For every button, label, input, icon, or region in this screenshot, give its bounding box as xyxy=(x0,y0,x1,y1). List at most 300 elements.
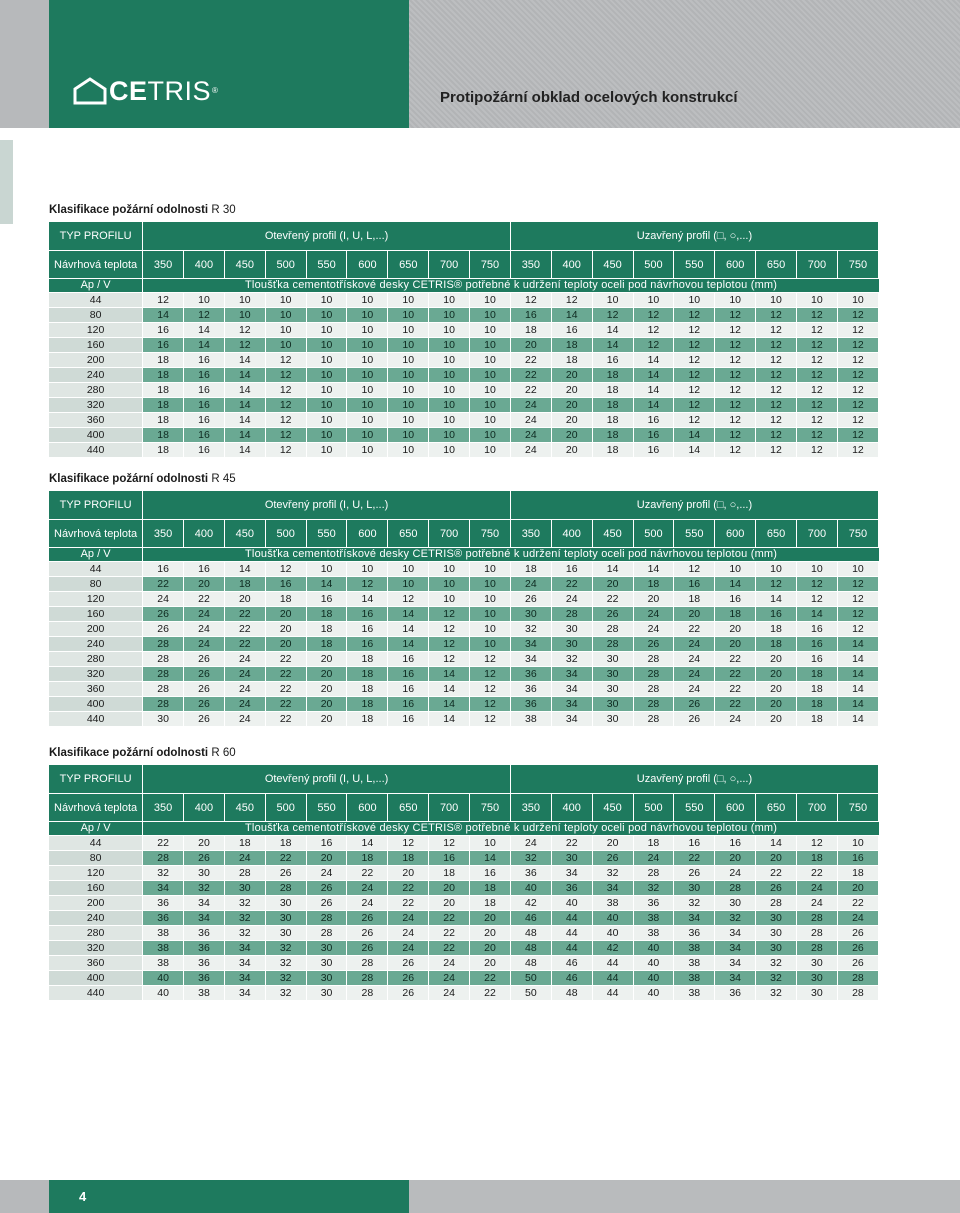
temperature-column-header: 700 xyxy=(797,794,838,822)
closed-thickness-cell: 14 xyxy=(838,712,879,727)
closed-thickness-cell: 30 xyxy=(552,622,593,637)
open-thickness-cell: 10 xyxy=(307,562,348,577)
open-thickness-cell: 10 xyxy=(307,353,348,368)
open-thickness-cell: 18 xyxy=(225,577,266,592)
open-thickness-cell: 14 xyxy=(388,607,429,622)
open-thickness-cell: 10 xyxy=(184,293,225,308)
closed-thickness-cell: 28 xyxy=(756,896,797,911)
thickness-caption: Tloušťka cementotřískové desky CETRIS® potřebné k udržení teploty oceli pod návrhovou teplotou (mm) xyxy=(143,548,879,562)
closed-thickness-cell: 10 xyxy=(715,562,756,577)
table-row xyxy=(49,697,879,712)
closed-thickness-cell: 40 xyxy=(593,926,634,941)
open-thickness-cell: 10 xyxy=(347,293,388,308)
open-thickness-cell: 38 xyxy=(184,986,225,1001)
temperature-column-header: 450 xyxy=(225,251,266,279)
closed-thickness-cell: 12 xyxy=(756,368,797,383)
closed-thickness-cell: 30 xyxy=(797,971,838,986)
design-temp-header: Návrhová teplota xyxy=(49,520,143,548)
closed-thickness-cell: 16 xyxy=(797,652,838,667)
apv-value: 120 xyxy=(49,592,143,607)
closed-thickness-cell: 40 xyxy=(593,911,634,926)
closed-thickness-cell: 18 xyxy=(715,607,756,622)
section-r45 xyxy=(49,471,879,727)
house-icon xyxy=(73,77,107,105)
closed-thickness-cell: 14 xyxy=(797,607,838,622)
open-thickness-cell: 10 xyxy=(470,368,511,383)
open-thickness-cell: 12 xyxy=(225,323,266,338)
temperature-column-header: 450 xyxy=(593,251,634,279)
table-row xyxy=(49,338,879,353)
closed-thickness-cell: 40 xyxy=(634,956,675,971)
open-thickness-cell: 12 xyxy=(470,667,511,682)
closed-thickness-cell: 12 xyxy=(715,338,756,353)
closed-profile-header: Uzavřený profil (□, ○,...) xyxy=(511,491,879,520)
apv-value: 400 xyxy=(49,971,143,986)
open-thickness-cell: 18 xyxy=(347,652,388,667)
temperature-column-header: 650 xyxy=(388,520,429,548)
fire-resistance-table xyxy=(49,222,879,458)
closed-thickness-cell: 30 xyxy=(511,607,552,622)
table-row xyxy=(49,428,879,443)
closed-thickness-cell: 22 xyxy=(838,896,879,911)
closed-thickness-cell: 30 xyxy=(593,667,634,682)
open-thickness-cell: 10 xyxy=(266,323,307,338)
table-row xyxy=(49,323,879,338)
open-thickness-cell: 10 xyxy=(347,368,388,383)
closed-thickness-cell: 24 xyxy=(511,428,552,443)
closed-thickness-cell: 24 xyxy=(511,443,552,458)
open-thickness-cell: 16 xyxy=(388,697,429,712)
apv-value: 200 xyxy=(49,353,143,368)
open-profile-header: Otevřený profil (I, U, L,...) xyxy=(143,222,511,251)
apv-value: 280 xyxy=(49,383,143,398)
open-thickness-cell: 36 xyxy=(184,926,225,941)
open-thickness-cell: 10 xyxy=(347,338,388,353)
closed-thickness-cell: 32 xyxy=(511,622,552,637)
open-thickness-cell: 22 xyxy=(266,682,307,697)
temperature-column-header: 600 xyxy=(347,520,388,548)
open-thickness-cell: 22 xyxy=(429,941,470,956)
closed-thickness-cell: 18 xyxy=(797,667,838,682)
closed-thickness-cell: 44 xyxy=(593,956,634,971)
closed-thickness-cell: 12 xyxy=(634,308,675,323)
closed-thickness-cell: 16 xyxy=(674,577,715,592)
open-thickness-cell: 16 xyxy=(184,428,225,443)
closed-thickness-cell: 36 xyxy=(511,682,552,697)
open-thickness-cell: 16 xyxy=(388,667,429,682)
closed-thickness-cell: 30 xyxy=(797,986,838,1001)
closed-thickness-cell: 18 xyxy=(593,443,634,458)
fire-resistance-table xyxy=(49,765,879,1001)
closed-thickness-cell: 48 xyxy=(552,986,593,1001)
open-thickness-cell: 10 xyxy=(307,428,348,443)
closed-thickness-cell: 12 xyxy=(797,338,838,353)
closed-thickness-cell: 20 xyxy=(552,428,593,443)
closed-thickness-cell: 12 xyxy=(552,293,593,308)
document-title: Protipožární obklad ocelových konstrukcí xyxy=(440,89,738,106)
open-thickness-cell: 10 xyxy=(347,323,388,338)
closed-thickness-cell: 12 xyxy=(838,577,879,592)
open-thickness-cell: 18 xyxy=(470,881,511,896)
side-accent-bar xyxy=(0,140,13,224)
closed-thickness-cell: 12 xyxy=(756,383,797,398)
closed-thickness-cell: 34 xyxy=(593,881,634,896)
apv-value: 360 xyxy=(49,956,143,971)
closed-thickness-cell: 18 xyxy=(797,712,838,727)
open-thickness-cell: 12 xyxy=(225,338,266,353)
closed-thickness-cell: 38 xyxy=(634,926,675,941)
open-thickness-cell: 32 xyxy=(143,866,184,881)
closed-thickness-cell: 30 xyxy=(797,956,838,971)
open-thickness-cell: 16 xyxy=(388,712,429,727)
closed-thickness-cell: 18 xyxy=(511,562,552,577)
closed-thickness-cell: 24 xyxy=(674,667,715,682)
closed-thickness-cell: 30 xyxy=(593,697,634,712)
closed-thickness-cell: 12 xyxy=(756,443,797,458)
table-row xyxy=(49,866,879,881)
closed-thickness-cell: 10 xyxy=(838,293,879,308)
open-thickness-cell: 26 xyxy=(347,911,388,926)
open-thickness-cell: 32 xyxy=(266,971,307,986)
closed-thickness-cell: 26 xyxy=(674,697,715,712)
open-thickness-cell: 28 xyxy=(143,697,184,712)
temperature-column-header: 350 xyxy=(511,794,552,822)
open-thickness-cell: 12 xyxy=(266,428,307,443)
closed-thickness-cell: 28 xyxy=(634,712,675,727)
open-thickness-cell: 28 xyxy=(143,667,184,682)
closed-thickness-cell: 14 xyxy=(552,308,593,323)
closed-thickness-cell: 38 xyxy=(674,956,715,971)
closed-thickness-cell: 24 xyxy=(511,413,552,428)
closed-thickness-cell: 28 xyxy=(634,652,675,667)
open-thickness-cell: 16 xyxy=(143,338,184,353)
open-thickness-cell: 38 xyxy=(143,956,184,971)
closed-thickness-cell: 32 xyxy=(593,866,634,881)
open-thickness-cell: 32 xyxy=(225,896,266,911)
open-thickness-cell: 30 xyxy=(184,866,225,881)
typ-profilu-header: TYP PROFILU xyxy=(49,222,143,251)
table-row xyxy=(49,607,879,622)
open-thickness-cell: 18 xyxy=(307,622,348,637)
open-thickness-cell: 18 xyxy=(307,637,348,652)
closed-thickness-cell: 14 xyxy=(838,667,879,682)
open-thickness-cell: 14 xyxy=(225,562,266,577)
closed-thickness-cell: 10 xyxy=(797,562,838,577)
open-thickness-cell: 10 xyxy=(388,443,429,458)
open-thickness-cell: 36 xyxy=(143,896,184,911)
open-thickness-cell: 28 xyxy=(307,926,348,941)
temperature-column-header: 600 xyxy=(347,251,388,279)
closed-thickness-cell: 34 xyxy=(552,712,593,727)
closed-thickness-cell: 20 xyxy=(756,697,797,712)
table-row xyxy=(49,622,879,637)
open-thickness-cell: 26 xyxy=(184,667,225,682)
temperature-column-header: 550 xyxy=(674,251,715,279)
closed-thickness-cell: 34 xyxy=(715,971,756,986)
closed-thickness-cell: 36 xyxy=(511,667,552,682)
open-thickness-cell: 10 xyxy=(307,293,348,308)
design-temp-header: Návrhová teplota xyxy=(49,251,143,279)
closed-thickness-cell: 24 xyxy=(797,881,838,896)
open-thickness-cell: 18 xyxy=(266,836,307,851)
closed-thickness-cell: 12 xyxy=(797,428,838,443)
open-thickness-cell: 20 xyxy=(184,577,225,592)
open-thickness-cell: 30 xyxy=(266,911,307,926)
temperature-column-header: 700 xyxy=(797,251,838,279)
open-thickness-cell: 10 xyxy=(388,323,429,338)
open-thickness-cell: 10 xyxy=(347,562,388,577)
open-thickness-cell: 10 xyxy=(266,308,307,323)
open-thickness-cell: 24 xyxy=(143,592,184,607)
open-thickness-cell: 10 xyxy=(429,398,470,413)
open-thickness-cell: 12 xyxy=(429,836,470,851)
open-thickness-cell: 22 xyxy=(470,971,511,986)
open-thickness-cell: 24 xyxy=(225,667,266,682)
closed-thickness-cell: 16 xyxy=(634,413,675,428)
open-thickness-cell: 10 xyxy=(347,353,388,368)
apv-value: 160 xyxy=(49,338,143,353)
closed-thickness-cell: 20 xyxy=(756,682,797,697)
open-thickness-cell: 12 xyxy=(470,697,511,712)
open-thickness-cell: 40 xyxy=(143,971,184,986)
closed-thickness-cell: 36 xyxy=(674,926,715,941)
temperature-column-header: 550 xyxy=(674,520,715,548)
open-thickness-cell: 22 xyxy=(184,592,225,607)
open-thickness-cell: 18 xyxy=(143,413,184,428)
open-thickness-cell: 14 xyxy=(388,637,429,652)
open-thickness-cell: 18 xyxy=(388,851,429,866)
closed-thickness-cell: 22 xyxy=(715,697,756,712)
open-thickness-cell: 20 xyxy=(470,956,511,971)
open-thickness-cell: 14 xyxy=(225,398,266,413)
closed-thickness-cell: 22 xyxy=(552,836,593,851)
temperature-column-header: 750 xyxy=(838,251,879,279)
closed-thickness-cell: 22 xyxy=(674,851,715,866)
open-thickness-cell: 34 xyxy=(225,941,266,956)
open-thickness-cell: 18 xyxy=(225,836,266,851)
temperature-column-header: 400 xyxy=(552,520,593,548)
temperature-column-header: 500 xyxy=(266,794,307,822)
open-thickness-cell: 16 xyxy=(347,637,388,652)
closed-thickness-cell: 12 xyxy=(838,607,879,622)
table-row xyxy=(49,986,879,1001)
closed-thickness-cell: 36 xyxy=(511,866,552,881)
closed-thickness-cell: 26 xyxy=(674,712,715,727)
open-thickness-cell: 36 xyxy=(143,911,184,926)
section-title xyxy=(49,202,879,218)
temperature-column-header: 550 xyxy=(307,251,348,279)
closed-thickness-cell: 12 xyxy=(797,413,838,428)
open-thickness-cell: 20 xyxy=(307,697,348,712)
header-green-band xyxy=(49,0,409,128)
open-thickness-cell: 16 xyxy=(429,851,470,866)
apv-value: 200 xyxy=(49,622,143,637)
open-thickness-cell: 16 xyxy=(184,562,225,577)
closed-thickness-cell: 44 xyxy=(593,971,634,986)
closed-thickness-cell: 10 xyxy=(634,293,675,308)
open-thickness-cell: 34 xyxy=(225,986,266,1001)
apv-value: 440 xyxy=(49,712,143,727)
open-thickness-cell: 24 xyxy=(429,986,470,1001)
closed-thickness-cell: 24 xyxy=(674,652,715,667)
open-thickness-cell: 16 xyxy=(347,622,388,637)
closed-thickness-cell: 22 xyxy=(715,682,756,697)
closed-thickness-cell: 32 xyxy=(715,911,756,926)
closed-thickness-cell: 20 xyxy=(756,667,797,682)
closed-thickness-cell: 18 xyxy=(674,592,715,607)
section-title-prefix: Klasifikace požární odolnosti xyxy=(49,747,212,759)
open-thickness-cell: 34 xyxy=(184,911,225,926)
open-thickness-cell: 10 xyxy=(470,353,511,368)
closed-thickness-cell: 12 xyxy=(634,338,675,353)
closed-thickness-cell: 12 xyxy=(838,368,879,383)
open-thickness-cell: 10 xyxy=(470,443,511,458)
open-thickness-cell: 20 xyxy=(470,926,511,941)
open-thickness-cell: 34 xyxy=(225,971,266,986)
open-thickness-cell: 10 xyxy=(470,413,511,428)
open-thickness-cell: 12 xyxy=(429,652,470,667)
open-thickness-cell: 20 xyxy=(470,911,511,926)
open-thickness-cell: 22 xyxy=(266,652,307,667)
closed-thickness-cell: 30 xyxy=(593,712,634,727)
open-thickness-cell: 14 xyxy=(307,577,348,592)
table-row xyxy=(49,881,879,896)
open-thickness-cell: 10 xyxy=(388,383,429,398)
closed-thickness-cell: 12 xyxy=(838,353,879,368)
open-thickness-cell: 10 xyxy=(388,428,429,443)
closed-thickness-cell: 34 xyxy=(715,926,756,941)
closed-thickness-cell: 12 xyxy=(797,836,838,851)
open-thickness-cell: 12 xyxy=(347,577,388,592)
open-thickness-cell: 10 xyxy=(347,428,388,443)
open-thickness-cell: 24 xyxy=(388,926,429,941)
open-thickness-cell: 22 xyxy=(429,911,470,926)
closed-thickness-cell: 14 xyxy=(593,338,634,353)
open-profile-header: Otevřený profil (I, U, L,...) xyxy=(143,491,511,520)
open-thickness-cell: 14 xyxy=(184,323,225,338)
closed-thickness-cell: 32 xyxy=(634,881,675,896)
closed-thickness-cell: 12 xyxy=(674,353,715,368)
closed-thickness-cell: 12 xyxy=(797,383,838,398)
temperature-column-header: 600 xyxy=(715,794,756,822)
table-row xyxy=(49,562,879,577)
open-thickness-cell: 28 xyxy=(266,881,307,896)
open-thickness-cell: 16 xyxy=(143,562,184,577)
closed-thickness-cell: 18 xyxy=(593,398,634,413)
closed-thickness-cell: 20 xyxy=(715,622,756,637)
closed-thickness-cell: 24 xyxy=(552,592,593,607)
open-thickness-cell: 26 xyxy=(388,971,429,986)
temperature-column-header: 450 xyxy=(225,794,266,822)
closed-thickness-cell: 18 xyxy=(797,682,838,697)
closed-thickness-cell: 26 xyxy=(838,926,879,941)
open-thickness-cell: 16 xyxy=(184,398,225,413)
closed-thickness-cell: 16 xyxy=(634,443,675,458)
open-thickness-cell: 10 xyxy=(225,293,266,308)
apv-value: 400 xyxy=(49,428,143,443)
open-thickness-cell: 26 xyxy=(143,607,184,622)
open-thickness-cell: 16 xyxy=(184,413,225,428)
closed-thickness-cell: 16 xyxy=(511,308,552,323)
closed-thickness-cell: 12 xyxy=(715,443,756,458)
apv-header: Ap / V xyxy=(49,279,143,293)
table-row xyxy=(49,577,879,592)
open-thickness-cell: 26 xyxy=(184,697,225,712)
open-thickness-cell: 24 xyxy=(388,941,429,956)
open-thickness-cell: 18 xyxy=(143,428,184,443)
open-thickness-cell: 14 xyxy=(225,353,266,368)
open-thickness-cell: 18 xyxy=(143,353,184,368)
closed-thickness-cell: 30 xyxy=(552,851,593,866)
closed-thickness-cell: 20 xyxy=(715,637,756,652)
open-thickness-cell: 28 xyxy=(307,911,348,926)
temperature-column-header: 500 xyxy=(634,520,675,548)
closed-thickness-cell: 40 xyxy=(552,896,593,911)
table-row xyxy=(49,667,879,682)
open-thickness-cell: 28 xyxy=(347,956,388,971)
section-title xyxy=(49,471,879,487)
open-thickness-cell: 10 xyxy=(266,293,307,308)
open-thickness-cell: 22 xyxy=(266,667,307,682)
open-thickness-cell: 12 xyxy=(470,682,511,697)
apv-header: Ap / V xyxy=(49,548,143,562)
closed-thickness-cell: 32 xyxy=(756,956,797,971)
closed-thickness-cell: 48 xyxy=(511,926,552,941)
closed-thickness-cell: 10 xyxy=(756,562,797,577)
closed-thickness-cell: 26 xyxy=(838,941,879,956)
temperature-column-header: 350 xyxy=(511,520,552,548)
closed-thickness-cell: 12 xyxy=(838,383,879,398)
closed-thickness-cell: 34 xyxy=(552,667,593,682)
temperature-column-header: 750 xyxy=(838,794,879,822)
open-thickness-cell: 18 xyxy=(347,851,388,866)
closed-thickness-cell: 38 xyxy=(593,896,634,911)
open-thickness-cell: 30 xyxy=(266,896,307,911)
temperature-column-header: 750 xyxy=(470,520,511,548)
open-thickness-cell: 16 xyxy=(184,368,225,383)
open-thickness-cell: 14 xyxy=(184,338,225,353)
closed-thickness-cell: 16 xyxy=(715,592,756,607)
closed-thickness-cell: 30 xyxy=(715,896,756,911)
thickness-caption: Tloušťka cementotřískové desky CETRIS® potřebné k udržení teploty oceli pod návrhovou teplotou (mm) xyxy=(143,822,879,836)
open-thickness-cell: 22 xyxy=(347,866,388,881)
closed-thickness-cell: 38 xyxy=(634,911,675,926)
closed-thickness-cell: 30 xyxy=(756,911,797,926)
open-thickness-cell: 18 xyxy=(143,368,184,383)
open-thickness-cell: 32 xyxy=(225,926,266,941)
closed-thickness-cell: 22 xyxy=(511,383,552,398)
temperature-column-header: 350 xyxy=(511,251,552,279)
open-thickness-cell: 20 xyxy=(266,607,307,622)
closed-thickness-cell: 14 xyxy=(634,353,675,368)
open-thickness-cell: 22 xyxy=(225,607,266,622)
closed-thickness-cell: 34 xyxy=(715,956,756,971)
table-row xyxy=(49,896,879,911)
closed-thickness-cell: 36 xyxy=(715,986,756,1001)
closed-thickness-cell: 28 xyxy=(634,866,675,881)
open-thickness-cell: 12 xyxy=(184,308,225,323)
closed-thickness-cell: 28 xyxy=(838,971,879,986)
closed-thickness-cell: 24 xyxy=(715,866,756,881)
apv-value: 240 xyxy=(49,368,143,383)
temperature-column-header: 450 xyxy=(593,794,634,822)
table-row xyxy=(49,911,879,926)
section-title-class: R 60 xyxy=(211,747,236,759)
open-thickness-cell: 20 xyxy=(307,712,348,727)
closed-thickness-cell: 14 xyxy=(674,443,715,458)
open-thickness-cell: 10 xyxy=(307,338,348,353)
closed-thickness-cell: 28 xyxy=(634,682,675,697)
